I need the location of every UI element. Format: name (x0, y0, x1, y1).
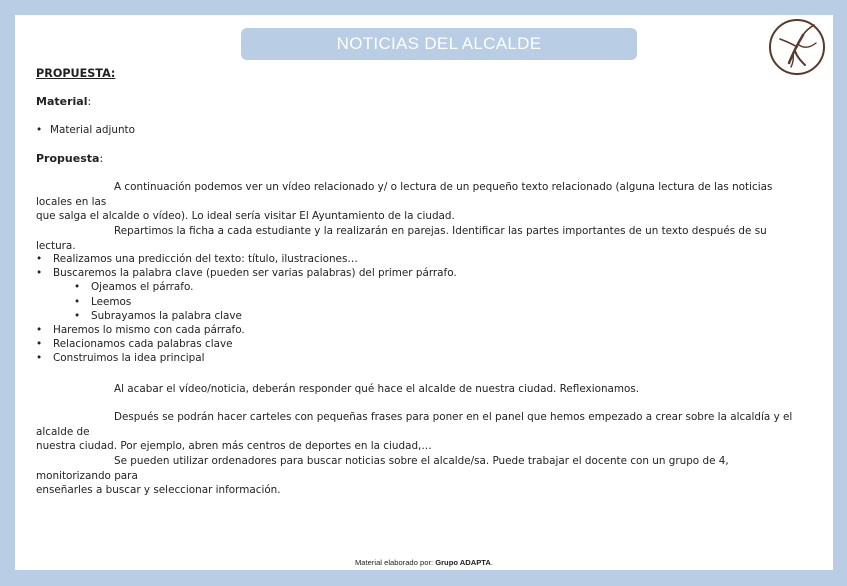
footer-prefix: Material elaborado por: (354, 558, 436, 567)
material-item: Material adjunto (50, 124, 135, 136)
propuesta-heading: Propuesta: (36, 152, 104, 165)
paragraph-reflection-text: Al acabar el vídeo/noticia, deberán responder qué hace el alcalde de nuestra ciudad. Reflexionamos. (114, 383, 640, 395)
dancer-logo-icon (767, 17, 827, 77)
paragraph-distribution (36, 224, 796, 253)
paragraph-computers (36, 454, 796, 498)
paragraph-posters (36, 410, 796, 454)
paragraph-distribution-text: Repartimos la ficha a cada estudiante y la realizarán en parejas. Identificar las partes importantes de un texto después de su lectura. (36, 225, 767, 252)
footer-author: Grupo ADAPTA (435, 558, 491, 567)
paragraph-reflection (36, 382, 796, 397)
footer-credit (15, 558, 833, 567)
substep-2: Leemos (91, 296, 132, 308)
step-5: Construimos la idea principal (53, 352, 205, 364)
paragraph-posters-line1: Después se podrán hacer carteles con pequeñas frases para poner en el panel que hemos empezado a crear sobre la alcaldía y el alcalde de (36, 411, 793, 438)
step-2: Buscaremos la palabra clave (pueden ser varias palabras) del primer párrafo. (53, 267, 457, 279)
paragraph-intro (36, 180, 796, 224)
substep-3: Subrayamos la palabra clave (91, 310, 242, 322)
document-page: NOTICIAS DEL ALCALDE PROPUESTA: Material: • Material adjunto Propuesta: A continuación podemos ver un vídeo relacionado y/ o lectura de un pequeño texto relacionado (alguna lectura de las noticias locales en las que salga el alcalde o vídeo). Lo ideal sería visitar El Ayuntamiento de la ciudad. Repartimos la ficha a cada estudiante y la realizarán en parejas. Identificar las partes importantes de un texto después de su lectura. • Realizamos una predicción del texto: título, ilustraciones… • Buscaremos la palabra clave (pueden ser varias palabras) del primer párrafo. • Ojeamos el párrafo. • Leemos • Subrayamos la palabra clave • Haremos lo mismo con cada párrafo. • Relacionamos cada palabras clave • Construimos la idea principal Al acabar el vídeo/noticia, deberán responder qué hace el alcalde de nuestra ciudad. Reflexionamos. Después se podrán hacer carteles con pequeñas frases para poner en el panel que hemos empezado a crear sobre la alcaldía y el alcalde de nuestra ciudad. Por ejemplo, abren más centros de deportes en la ciudad,… Se pueden utilizar ordenadores para buscar noticias sobre el alcalde/sa. Puede trabajar el docente con un grupo de 4, monitorizando para enseñarles a buscar y seleccionar información. Material elaborado por: Grupo ADAPTA. (15, 15, 833, 570)
page-title: NOTICIAS DEL ALCALDE (241, 28, 637, 60)
paragraph-posters-line2: nuestra ciudad. Por ejemplo, abren más centros de deportes en la ciudad,… (36, 440, 432, 452)
footer-suffix: . (490, 558, 493, 567)
step-1: Realizamos una predicción del texto: título, ilustraciones… (53, 253, 358, 265)
paragraph-computers-line2: enseñarles a buscar y seleccionar información. (36, 484, 281, 496)
step-3: Haremos lo mismo con cada párrafo. (53, 324, 245, 336)
material-label: Material (36, 95, 88, 108)
material-heading: Material: (36, 95, 92, 108)
paragraph-intro-line1: A continuación podemos ver un vídeo relacionado y/ o lectura de un pequeño texto relacionado (alguna lectura de las noticias locales en las (36, 181, 773, 208)
substep-1: Ojeamos el párrafo. (91, 281, 194, 293)
step-4: Relacionamos cada palabras clave (53, 338, 233, 350)
paragraph-computers-line1: Se pueden utilizar ordenadores para buscar noticias sobre el alcalde/sa. Puede trabajar el docente con un grupo de 4, monitorizando para (36, 455, 729, 482)
propuesta-label: Propuesta (36, 152, 100, 165)
paragraph-intro-line2: que salga el alcalde o vídeo). Lo ideal sería visitar El Ayuntamiento de la ciudad. (36, 210, 455, 222)
main-heading: PROPUESTA: (36, 67, 116, 80)
